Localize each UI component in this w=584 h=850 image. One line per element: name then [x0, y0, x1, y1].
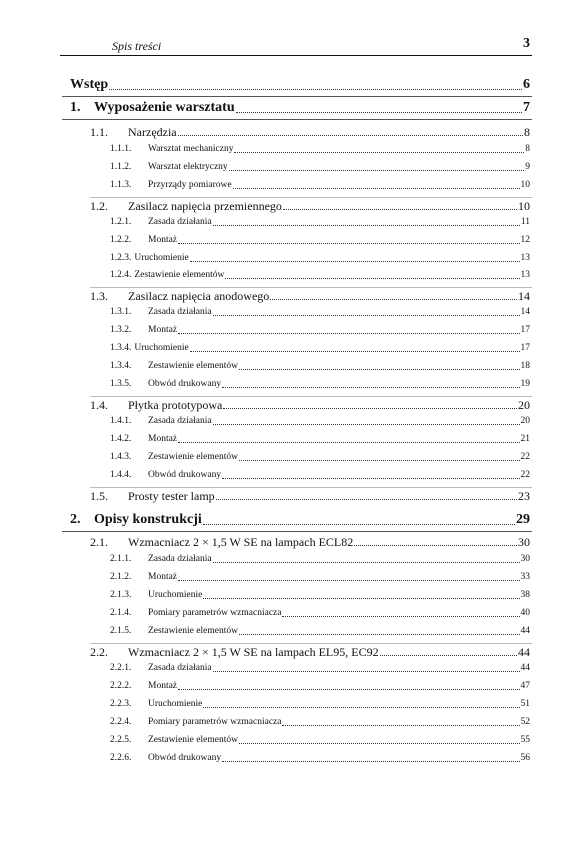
dot-leader	[282, 725, 519, 726]
toc-label: Montaż	[148, 434, 178, 444]
toc-page-number: 51	[520, 699, 530, 709]
dot-leader	[178, 580, 519, 581]
toc-label: Uruchomienie	[134, 343, 189, 353]
dot-leader	[203, 524, 515, 525]
toc-page-number: 20	[518, 398, 530, 412]
dot-leader	[213, 424, 520, 425]
toc-page-number: 13	[520, 270, 530, 280]
toc-label: Zasilacz napięcia przemiennego	[128, 199, 282, 213]
toc-label: Obwód drukowany	[148, 379, 222, 389]
toc-chapter[interactable]	[70, 513, 530, 527]
dot-leader	[178, 135, 523, 136]
toc-number: 2.1.3.	[110, 590, 132, 600]
toc-section[interactable]	[90, 200, 530, 212]
toc-page-number: 19	[520, 379, 530, 389]
toc-label: Obwód drukowany	[148, 753, 222, 763]
toc-number: 1.2.2.	[110, 235, 132, 245]
toc-page-number: 7	[523, 100, 530, 115]
dot-leader	[380, 655, 517, 656]
toc-label: Montaż	[148, 572, 178, 582]
toc-subsection[interactable]	[110, 718, 530, 728]
toc-section[interactable]	[90, 490, 530, 502]
dot-leader	[229, 170, 525, 171]
page-number: 3	[523, 36, 530, 51]
toc-label: Pomiary parametrów wzmacniacza	[148, 717, 282, 727]
dot-leader	[233, 188, 520, 189]
toc-number: 1.3.4.	[110, 361, 132, 371]
toc-number: 1.1.3.	[110, 180, 132, 190]
toc-page-number: 22	[520, 470, 530, 480]
toc-number: 1.4.	[90, 398, 108, 412]
toc-number: 1.4.2.	[110, 434, 132, 444]
toc-label: Zasilacz napięcia anodowego	[128, 289, 270, 303]
toc-label: Zestawienie elementów	[148, 626, 238, 636]
toc-number: 2.2.6.	[110, 753, 132, 763]
toc-page-number: 12	[520, 235, 530, 245]
toc-number: 1.3.1.	[110, 307, 132, 317]
toc-label: Montaż	[148, 681, 178, 691]
toc-subsection[interactable]	[110, 145, 530, 155]
dot-leader	[190, 261, 520, 262]
toc-label: Montaż	[148, 235, 178, 245]
toc-subsection[interactable]	[110, 236, 530, 246]
dot-leader	[178, 689, 519, 690]
toc-number: 1.1.	[90, 125, 108, 139]
toc-number: 1.2.1.	[110, 217, 132, 227]
toc-label: Wzmacniacz 2 × 1,5 W SE na lampach ECL82	[128, 535, 354, 549]
toc-subsection[interactable]	[110, 271, 530, 281]
toc-number: 1.3.4.	[110, 343, 132, 353]
toc-label: Zestawienie elementów	[148, 735, 238, 745]
dot-leader	[213, 225, 520, 226]
toc-number: 2.2.3.	[110, 699, 132, 709]
toc-number: 2.1.2.	[110, 572, 132, 582]
toc-page-number: 38	[520, 590, 530, 600]
toc-number: 2.1.4.	[110, 608, 132, 618]
toc-label: Zasada działania	[148, 217, 212, 227]
toc-subsection[interactable]	[110, 254, 530, 264]
toc-section[interactable]	[90, 399, 530, 411]
toc-label: Przyrządy pomiarowe	[148, 180, 232, 190]
toc-page-number: 8	[525, 144, 530, 154]
toc-page-number: 11	[520, 217, 530, 227]
toc-subsection[interactable]	[110, 627, 530, 637]
dot-leader	[203, 598, 519, 599]
dot-leader	[178, 333, 519, 334]
toc-subsection[interactable]	[110, 417, 530, 427]
toc-page-number: 40	[520, 608, 530, 618]
toc-subsection[interactable]	[110, 609, 530, 619]
toc-subsection[interactable]	[110, 471, 530, 481]
toc-page-number: 20	[520, 416, 530, 426]
dot-leader	[203, 707, 519, 708]
toc-number: 1.4.1.	[110, 416, 132, 426]
toc-page-number: 44	[520, 626, 530, 636]
toc-page-number: 6	[523, 77, 530, 92]
toc-label: Montaż	[148, 325, 178, 335]
section-divider	[90, 287, 532, 288]
toc-subsection[interactable]	[110, 181, 530, 191]
toc-page-number: 14	[518, 289, 530, 303]
toc-number: 2.1.	[90, 535, 108, 549]
toc-number: 1.3.	[90, 289, 108, 303]
toc-page-number: 17	[520, 325, 530, 335]
toc-page-number: 10	[518, 199, 530, 213]
toc-label: Pomiary parametrów wzmacniacza	[148, 608, 282, 618]
toc-subsection[interactable]	[110, 163, 530, 173]
toc-label: Zestawienie elementów	[148, 452, 238, 462]
toc-page-number: 17	[520, 343, 530, 353]
section-divider	[90, 643, 532, 644]
toc-subsection[interactable]	[110, 344, 530, 354]
toc-page-number: 44	[518, 645, 530, 659]
toc-label: Wzmacniacz 2 × 1,5 W SE na lampach EL95, EC92	[128, 645, 379, 659]
toc-page-number: 10	[520, 180, 530, 190]
toc-subsection[interactable]	[110, 326, 530, 336]
toc-subsection[interactable]	[110, 218, 530, 228]
dot-leader	[216, 499, 517, 500]
toc-page-number: 33	[520, 572, 530, 582]
toc-label: Zestawienie elementów	[148, 361, 238, 371]
toc-page-number: 47	[520, 681, 530, 691]
toc-page-number: 52	[520, 717, 530, 727]
toc-label: Zestawienie elementów	[134, 270, 225, 280]
dot-leader	[236, 112, 522, 113]
section-divider	[90, 396, 532, 397]
dot-leader	[282, 616, 519, 617]
dot-leader	[222, 387, 519, 388]
toc-label: Obwód drukowany	[148, 470, 222, 480]
toc-number: 2.1.5.	[110, 626, 132, 636]
toc-subsection[interactable]	[110, 362, 530, 372]
dot-leader	[222, 761, 519, 762]
toc-label: Uruchomienie	[148, 590, 203, 600]
dot-leader	[222, 478, 519, 479]
toc-subsection[interactable]	[110, 664, 530, 674]
toc-label: Prosty tester lamp	[128, 489, 215, 503]
toc-subsection[interactable]	[110, 453, 530, 463]
toc-page-number: 30	[520, 554, 530, 564]
toc-label: Uruchomienie	[134, 253, 189, 263]
toc-number: 2.2.5.	[110, 735, 132, 745]
toc-page-number: 55	[520, 735, 530, 745]
section-divider	[90, 487, 532, 488]
toc-number: 1.5.	[90, 489, 108, 503]
toc-page-number: 23	[518, 489, 530, 503]
dot-leader	[239, 634, 520, 635]
toc-chapter[interactable]	[70, 101, 530, 115]
dot-leader	[239, 369, 520, 370]
toc-page-number: 18	[520, 361, 530, 371]
toc-subsection[interactable]	[110, 573, 530, 583]
toc-label: Płytka prototypowa	[128, 398, 223, 412]
toc-section[interactable]	[90, 536, 530, 548]
toc-label: Wstęp	[70, 77, 109, 92]
chapter-divider	[62, 96, 532, 97]
toc-number: 2.2.4.	[110, 717, 132, 727]
toc-subsection[interactable]	[110, 682, 530, 692]
toc-page-number: 22	[520, 452, 530, 462]
toc-number: 1.2.	[90, 199, 108, 213]
toc-section[interactable]	[90, 290, 530, 302]
dot-leader	[283, 209, 517, 210]
chapter-divider	[62, 119, 532, 120]
toc-number: 1.1.2.	[110, 162, 132, 172]
dot-leader	[354, 545, 517, 546]
toc-section[interactable]	[90, 646, 530, 658]
dot-leader	[213, 671, 520, 672]
toc-number: 2.	[70, 512, 81, 527]
toc-number: 1.	[70, 100, 81, 115]
toc-page-number: 14	[520, 307, 530, 317]
toc-label: Uruchomienie	[148, 699, 203, 709]
dot-leader	[239, 743, 520, 744]
dot-leader	[270, 299, 517, 300]
toc-label: Zasada działania	[148, 307, 212, 317]
chapter-divider	[62, 531, 532, 532]
toc-subsection[interactable]	[110, 591, 530, 601]
toc-page-number: 8	[524, 125, 530, 139]
toc-page-number: 56	[520, 753, 530, 763]
toc-label: Zasada działania	[148, 663, 212, 673]
running-header-title: Spis treści	[112, 39, 162, 53]
toc-section[interactable]	[90, 126, 530, 138]
toc-page-number: 21	[520, 434, 530, 444]
toc-number: 1.2.4.	[110, 270, 132, 280]
dot-leader	[234, 152, 524, 153]
toc-label: Wyposażenie warsztatu	[94, 100, 235, 115]
toc-number: 2.2.	[90, 645, 108, 659]
dot-leader	[223, 408, 517, 409]
toc-number: 1.1.1.	[110, 144, 132, 154]
toc-number: 1.4.3.	[110, 452, 132, 462]
dot-leader	[178, 442, 519, 443]
toc-subsection[interactable]	[110, 700, 530, 710]
toc-number: 2.2.2.	[110, 681, 132, 691]
toc-number: 2.1.1.	[110, 554, 132, 564]
toc-number: 1.3.5.	[110, 379, 132, 389]
toc-number: 1.2.3.	[110, 253, 132, 263]
toc-page-number: 30	[518, 535, 530, 549]
toc-label: Warsztat elektryczny	[148, 162, 228, 172]
toc-subsection[interactable]	[110, 380, 530, 390]
dot-leader	[213, 315, 520, 316]
toc-label: Opisy konstrukcji	[94, 512, 202, 527]
toc-number: 1.3.2.	[110, 325, 132, 335]
toc-page-number: 44	[520, 663, 530, 673]
dot-leader	[109, 89, 522, 90]
toc-subsection[interactable]	[110, 435, 530, 445]
toc-label: Narzędzia	[128, 125, 177, 139]
dot-leader	[178, 243, 519, 244]
toc-subsection[interactable]	[110, 555, 530, 565]
toc-label: Warsztat mechaniczny	[148, 144, 234, 154]
toc-subsection[interactable]	[110, 754, 530, 764]
toc-number: 1.4.4.	[110, 470, 132, 480]
dot-leader	[213, 562, 520, 563]
toc-chapter[interactable]	[70, 78, 530, 92]
toc-number: 2.2.1.	[110, 663, 132, 673]
toc-label: Zasada działania	[148, 416, 212, 426]
toc-page-number: 29	[516, 512, 530, 527]
dot-leader	[225, 278, 519, 279]
dot-leader	[239, 460, 520, 461]
dot-leader	[190, 351, 520, 352]
section-divider	[90, 197, 532, 198]
toc-page-number: 13	[520, 253, 530, 263]
toc-label: Zasada działania	[148, 554, 212, 564]
toc-subsection[interactable]	[110, 308, 530, 318]
toc-page-number: 9	[525, 162, 530, 172]
toc-subsection[interactable]	[110, 736, 530, 746]
